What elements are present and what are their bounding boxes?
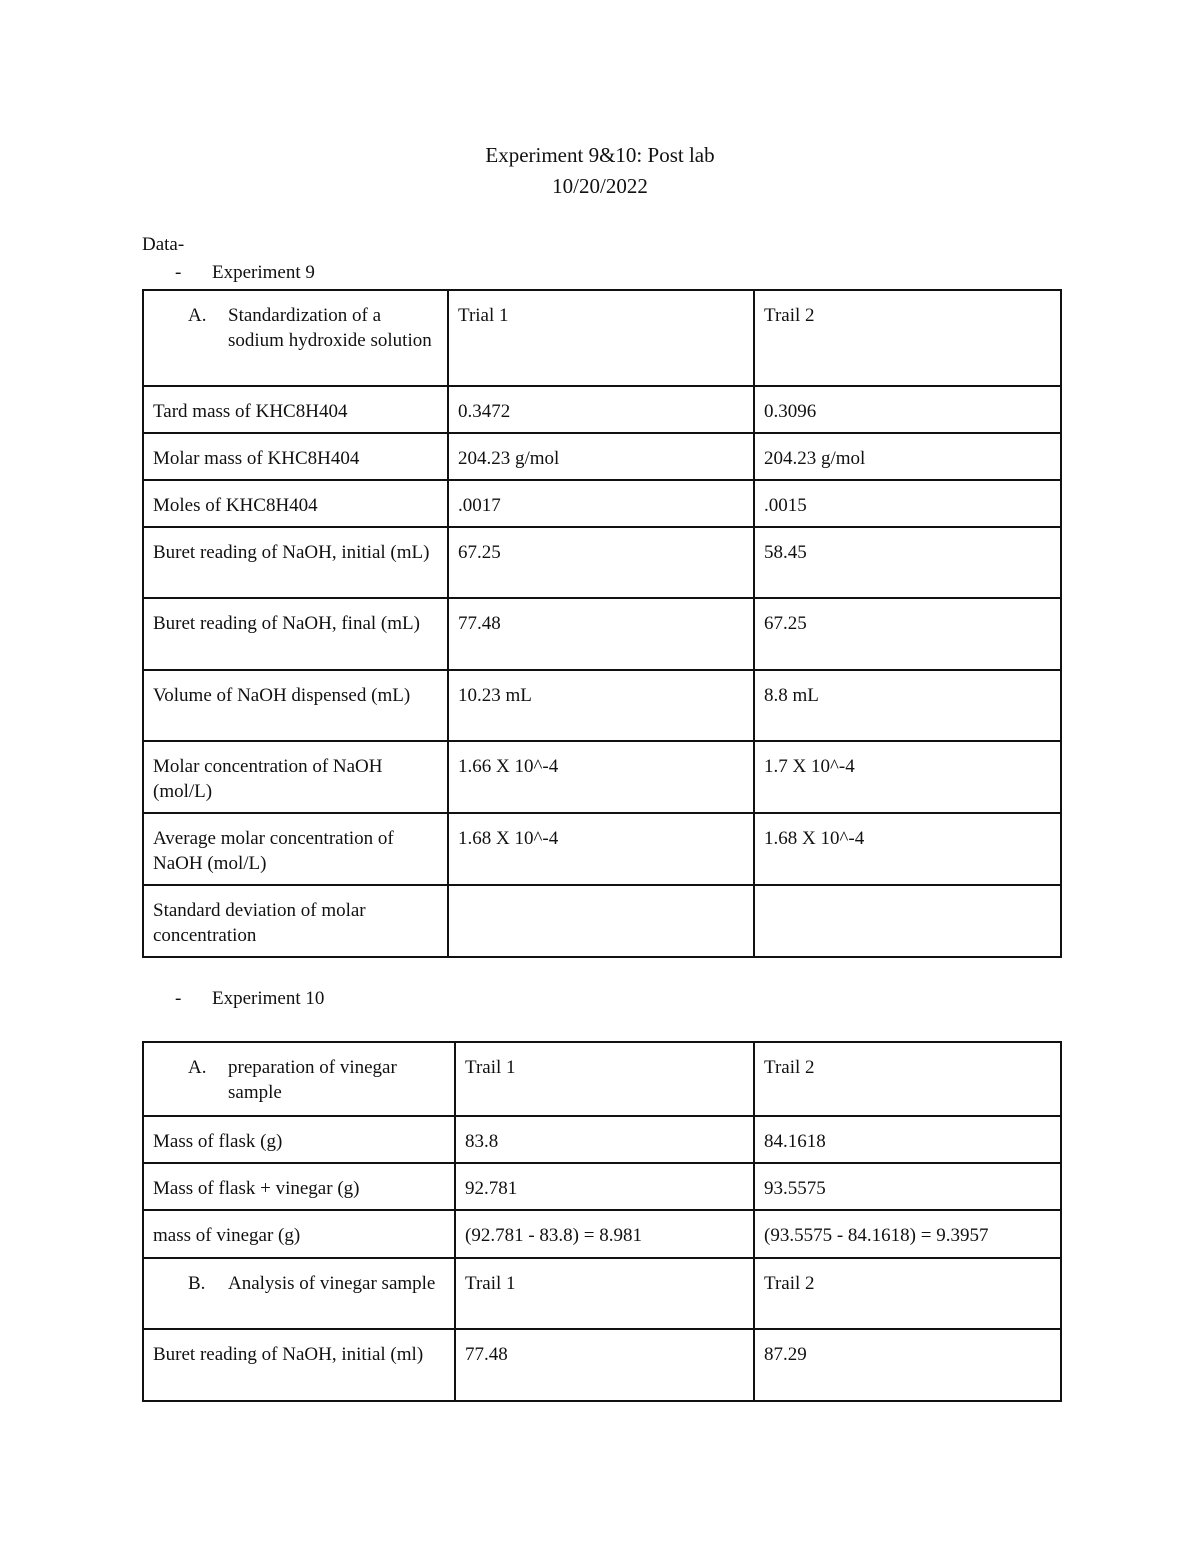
trial2-value: 1.68 X 10^-4 (754, 813, 1061, 885)
experiment10-heading-text: Experiment 10 (212, 988, 325, 1009)
trial2-header-cell: Trail 2 (754, 1258, 1061, 1329)
section-letter: A. (188, 1057, 207, 1078)
trial2-value: 87.29 (754, 1329, 1061, 1401)
row-label: Standard deviation of molar concentration (143, 885, 448, 957)
trial1-header-cell: Trail 1 (455, 1258, 754, 1329)
trial2-value: 93.5575 (754, 1163, 1061, 1210)
trial2-value: 0.3096 (754, 386, 1061, 433)
table-row (143, 813, 1061, 885)
table-row (143, 670, 1061, 741)
section-label: Standardization of a sodium hydroxide solution (228, 305, 432, 351)
table-row (143, 1210, 1061, 1258)
table-row (143, 741, 1061, 813)
trial1-header-cell: Trail 1 (455, 1042, 754, 1116)
table-header-row (143, 1258, 1061, 1329)
section-b-header-cell (143, 1258, 455, 1329)
trial2-value: .0015 (754, 480, 1061, 527)
row-label: Buret reading of NaOH, initial (ml) (143, 1329, 455, 1401)
trial2-header-cell: Trail 2 (754, 1042, 1061, 1116)
trial1-value: 67.25 (448, 527, 754, 598)
table-row (143, 527, 1061, 598)
row-label: Mass of flask + vinegar (g) (143, 1163, 455, 1210)
trial2-value: 8.8 mL (754, 670, 1061, 741)
trial1-value: 204.23 g/mol (448, 433, 754, 480)
table-row (143, 885, 1061, 957)
table-row (143, 1329, 1061, 1401)
row-label: Molar mass of KHC8H404 (143, 433, 448, 480)
row-label: Molar concentration of NaOH (mol/L) (143, 741, 448, 813)
document-title: Experiment 9&10: Post lab (485, 143, 715, 167)
trial2-value (754, 885, 1061, 957)
trial2-value: 84.1618 (754, 1116, 1061, 1163)
trial1-value: 77.48 (448, 598, 754, 670)
row-label: Volume of NaOH dispensed (mL) (143, 670, 448, 741)
table-header-row (143, 1042, 1061, 1116)
trial2-value: (93.5575 - 84.1618) = 9.3957 (754, 1210, 1061, 1258)
trial1-value: .0017 (448, 480, 754, 527)
table-row (143, 598, 1061, 670)
trial2-value: 67.25 (754, 598, 1061, 670)
table-row (143, 433, 1061, 480)
experiment10-table (142, 1041, 1062, 1402)
section-a-header-cell (143, 290, 448, 386)
experiment9-heading-text: Experiment 9 (212, 262, 315, 283)
section-label: Analysis of vinegar sample (228, 1273, 436, 1294)
document-header (0, 140, 1200, 202)
table-row (143, 1163, 1061, 1210)
trial2-value: 1.7 X 10^-4 (754, 741, 1061, 813)
row-label: Mass of flask (g) (143, 1116, 455, 1163)
section-letter: A. (188, 305, 207, 326)
experiment9-table (142, 289, 1062, 958)
trial1-value: 77.48 (455, 1329, 754, 1401)
trial2-header-cell: Trail 2 (754, 290, 1061, 386)
row-label: Buret reading of NaOH, final (mL) (143, 598, 448, 670)
row-label: Buret reading of NaOH, initial (mL) (143, 527, 448, 598)
experiment9-heading (175, 262, 315, 284)
bullet-dash: - (175, 988, 182, 1009)
row-label: Tard mass of KHC8H404 (143, 386, 448, 433)
trial1-value: 1.66 X 10^-4 (448, 741, 754, 813)
trial1-value: 83.8 (455, 1116, 754, 1163)
data-label: Data- (142, 234, 185, 255)
trial1-value (448, 885, 754, 957)
bullet-dash: - (175, 262, 182, 283)
row-label: Moles of KHC8H404 (143, 480, 448, 527)
experiment10-heading (175, 988, 324, 1010)
row-label: Average molar concentration of NaOH (mol/L) (143, 813, 448, 885)
section-label: preparation of vinegar sample (228, 1057, 397, 1103)
row-label: mass of vinegar (g) (143, 1210, 455, 1258)
trial1-value: 92.781 (455, 1163, 754, 1210)
table-row (143, 1116, 1061, 1163)
section-letter: B. (188, 1273, 206, 1294)
trial1-value: 1.68 X 10^-4 (448, 813, 754, 885)
table-header-row (143, 290, 1061, 386)
table-row (143, 386, 1061, 433)
trial2-value: 204.23 g/mol (754, 433, 1061, 480)
trial1-header-cell: Trial 1 (448, 290, 754, 386)
trial2-value: 58.45 (754, 527, 1061, 598)
trial1-value: 10.23 mL (448, 670, 754, 741)
table-row (143, 480, 1061, 527)
section-a-header-cell (143, 1042, 455, 1116)
trial1-value: (92.781 - 83.8) = 8.981 (455, 1210, 754, 1258)
trial1-value: 0.3472 (448, 386, 754, 433)
document-date: 10/20/2022 (552, 174, 648, 198)
